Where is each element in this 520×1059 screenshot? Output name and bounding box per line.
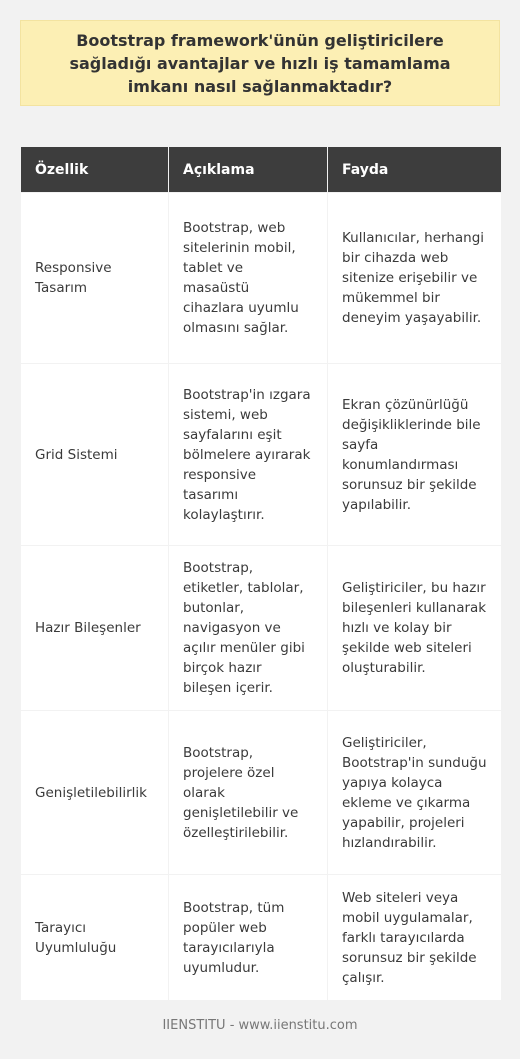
feature-cell: Grid Sistemi: [21, 364, 168, 545]
description-cell: Bootstrap, web sitelerinin mobil, tablet ve masaüstü cihazlara uyumlu olmasını sağlar.: [169, 193, 327, 363]
description-cell: Bootstrap'in ızgara sistemi, web sayfalarını eşit bölmelere ayırarak responsive tasarımı kolaylaştırır.: [169, 364, 327, 545]
benefit-cell: Web siteleri veya mobil uygulamalar, farklı tarayıcılarda sorunsuz bir şekilde çalışır.: [328, 875, 501, 1000]
benefit-cell: Kullanıcılar, herhangi bir cihazda web sitenize erişebilir ve mükemmel bir deneyim yaşayabilir.: [328, 193, 501, 363]
table-row: [21, 875, 501, 1000]
header-description: Açıklama: [169, 147, 327, 192]
table-row: [21, 546, 501, 710]
benefit-cell: Ekran çözünürlüğü değişikliklerinde bile sayfa konumlandırması sorunsuz bir şekilde yapılabilir.: [328, 364, 501, 545]
title-box: [20, 20, 500, 106]
table-row: [21, 711, 501, 874]
benefit-cell: Geliştiriciler, Bootstrap'in sunduğu yapıya kolayca ekleme ve çıkarma yapabilir, projeleri hızlandırabilir.: [328, 711, 501, 874]
feature-cell: Genişletilebilirlik: [21, 711, 168, 874]
table-header-row: [21, 147, 501, 192]
footer-credit: IIENSTITU - www.iienstitu.com: [162, 1018, 358, 1033]
feature-cell: Responsive Tasarım: [21, 193, 168, 363]
description-cell: Bootstrap, etiketler, tablolar, butonlar, navigasyon ve açılır menüler gibi birçok hazır bileşen içerir.: [169, 546, 327, 710]
features-table: [20, 146, 502, 1001]
feature-cell: Tarayıcı Uyumluluğu: [21, 875, 168, 1000]
header-benefit: Fayda: [328, 147, 501, 192]
page-title: Bootstrap framework'ünün geliştiricilere sağladığı avantajlar ve hızlı iş tamamlama imkanı nasıl sağlanmaktadır?: [69, 30, 451, 96]
feature-cell: Hazır Bileşenler: [21, 546, 168, 710]
header-feature: Özellik: [21, 147, 168, 192]
table-row: [21, 364, 501, 545]
description-cell: Bootstrap, tüm popüler web tarayıcılarıyla uyumludur.: [169, 875, 327, 1000]
benefit-cell: Geliştiriciler, bu hazır bileşenleri kullanarak hızlı ve kolay bir şekilde web siteleri oluşturabilir.: [328, 546, 501, 710]
description-cell: Bootstrap, projelere özel olarak genişletilebilir ve özelleştirilebilir.: [169, 711, 327, 874]
table-row: [21, 193, 501, 363]
